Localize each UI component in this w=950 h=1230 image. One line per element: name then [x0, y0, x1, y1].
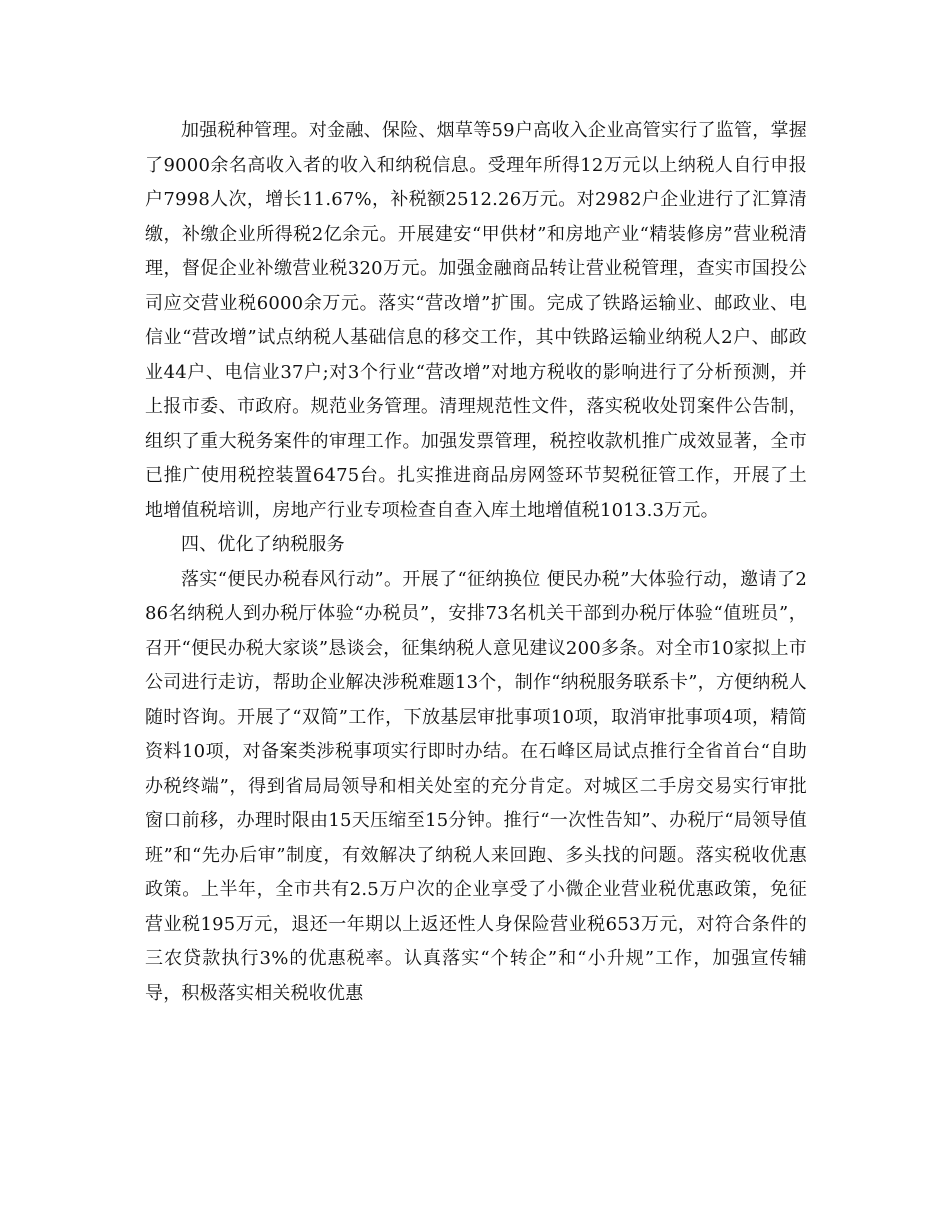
paragraph-tax-management: 加强税种管理。对金融、保险、烟草等59户高收入企业高管实行了监管，掌握了9000余名高收入者的收入和纳税信息。受理年所得12万元以上纳税人自行申报户7998人次，增长11.67%，补税额2512.26万元。对2982户企业进行了汇算清缴，补缴企业所得税2亿余元。开展建安“甲供材”和房地产业“精装修房”营业税清理，督促企业补缴营业税320万元。加强金融商品转让营业税管理，查实市国投公司应交营业税6000余万元。落实“营改增”扩围。完成了铁路运输业、邮政业、电信业“营改增”试点纳税人基础信息的移交工作，其中铁路运输业纳税人2户、邮政业44户、电信业37户;对3个行业“营改增”对地方税收的影响进行了分析预测，并上报市委、市政府。规范业务管理。清理规范性文件，落实税收处罚案件公告制，组织了重大税务案件的审理工作。加强发票管理，税控收款机推广成效显著，全市已推广使用税控装置6475台。扎实推进商品房网签环节契税征管工作，开展了土地增值税培训，房地产行业专项检查自查入库土地增值税1013.3万元。 — [145, 120, 807, 521]
section-heading-tax-service: 四、优化了纳税服务 — [181, 534, 345, 555]
document-body — [145, 114, 807, 1011]
paragraph-tax-service: 落实“便民办税春风行动”。开展了“征纳换位 便民办税”大体验行动，邀请了286名纳税人到办税厅体验“办税员”，安排73名机关干部到办税厅体验“值班员”，召开“便民办税大家谈”恳谈会，征集纳税人意见建议200多条。对全市10家拟上市公司进行走访，帮助企业解决涉税难题13个，制作“纳税服务联系卡”，方便纳税人随时咨询。开展了“双简”工作，下放基层审批事项10项，取消审批事项4项，精简资料10项，对备案类涉税事项实行即时办结。在石峰区局试点推行全省首台“自助办税终端”，得到省局局领导和相关处室的充分肯定。对城区二手房交易实行审批窗口前移，办理时限由15天压缩至15分钟。推行“一次性告知”、办税厅“局领导值班”和“先办后审”制度，有效解决了纳税人来回跑、多头找的问题。落实税收优惠政策。上半年，全市共有2.5万户次的企业享受了小微企业营业税优惠政策，免征营业税195万元，退还一年期以上返还性人身保险营业税653万元，对符合条件的三农贷款执行3%的优惠税率。认真落实“个转企”和“小升规”工作，加强宣传辅导，积极落实相关税收优惠 — [145, 568, 807, 1004]
